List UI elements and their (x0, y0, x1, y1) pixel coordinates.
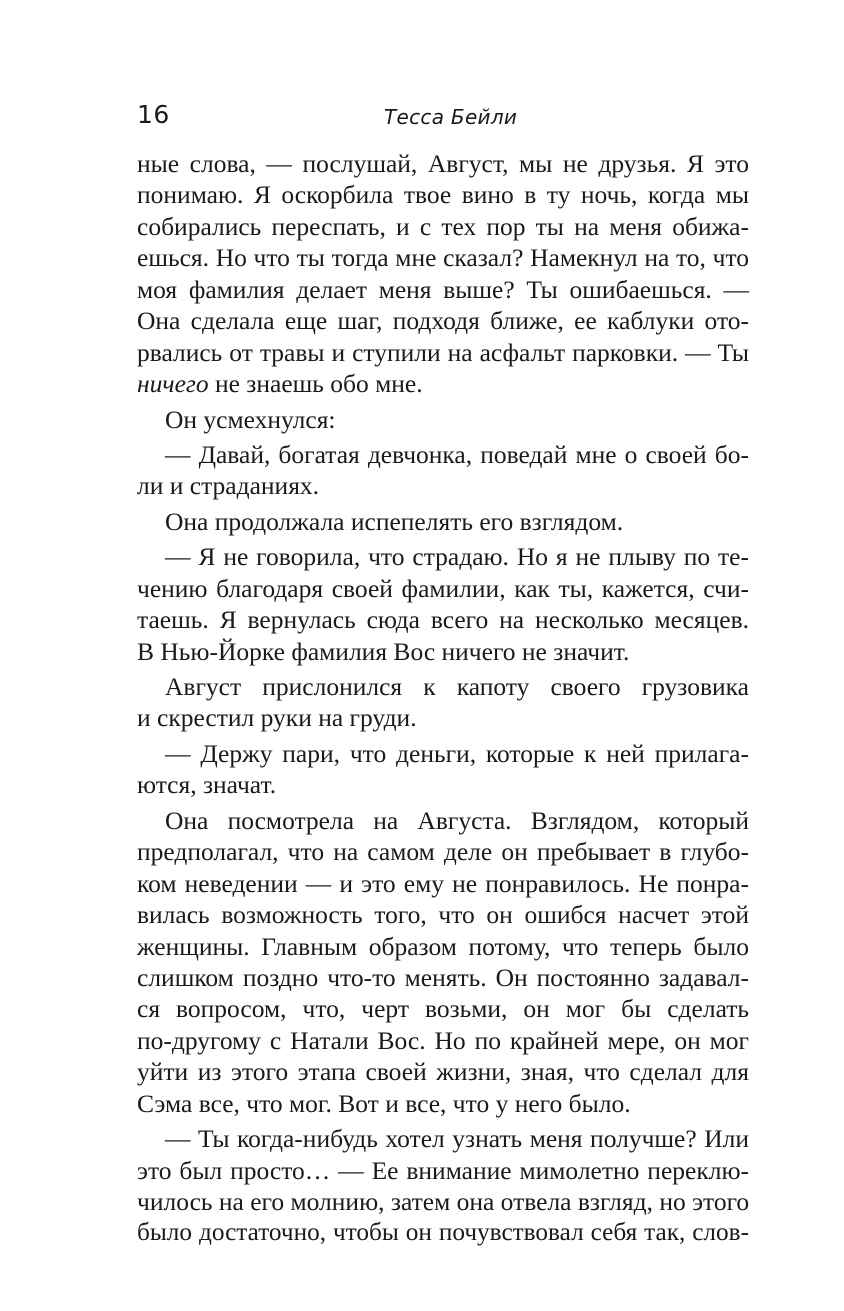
text-line: чению благодаря своей фамилии, как ты, кажется, счи- (137, 573, 749, 603)
text-line: понимаю. Я оскорбила твое вино в ту ночь, когда мы (137, 180, 749, 210)
paragraph-line: — Ты когда-нибудь хотел узнать меня получше? Или (165, 1124, 749, 1154)
text-line: ком неведении — и это ему не понравилось. Не понра- (137, 868, 749, 898)
text-line: предполагал, что на самом деле он пребывает в глубо- (137, 837, 749, 867)
text-line: слишком поздно что-то менять. Он постоянно задавал- (137, 962, 749, 992)
paragraph-line: — Я не говорила, что страдаю. Но я не плыву по те- (165, 542, 749, 572)
text-line: и скрестил руки на груди. (137, 703, 417, 733)
text-line: женщины. Главным образом потому, что теперь было (137, 931, 749, 961)
paragraph-line: — Держу пари, что деньги, которые к ней прилага- (165, 738, 749, 768)
paragraph-line: Она посмотрела на Августа. Взглядом, который (165, 805, 749, 835)
running-title: Тесса Бейли (384, 105, 518, 129)
page-number: 16 (137, 100, 170, 129)
paragraph-line: Он усмехнулся: (165, 404, 336, 434)
body-text (137, 148, 749, 1249)
text-line: таешь. Я вернулась сюда всего на несколько месяцев. (137, 605, 749, 635)
text-line: Сэма все, что мог. Вот и все, что у него было. (137, 1088, 631, 1118)
text-line: ешься. Но что ты тогда мне сказал? Намекнул на то, что (137, 243, 749, 273)
text-line: чилось на его молнию, затем она отвела взгляд, но этого (137, 1187, 750, 1216)
text-line: это был просто… — Ее внимание мимолетно переклю- (137, 1155, 749, 1185)
text-line: рвались от травы и ступили на асфальт парковки. — Ты (137, 337, 749, 367)
paragraph-line: Август прислонился к капоту своего грузовика (165, 672, 749, 701)
text-line: уйти из этого этапа своей жизни, зная, что сделал для (137, 1057, 749, 1087)
text-line: В Нью-Йорке фамилия Вос ничего не значит. (137, 636, 630, 666)
text-line: собирались переспать, и с тех пор ты на меня обижа- (137, 211, 749, 241)
text-line: было достаточно, чтобы он почувствовал себя так, слов- (137, 1218, 749, 1247)
emphasis-word: ничего (137, 369, 209, 399)
text-line: ются, значат. (137, 770, 277, 800)
text-line: моя фамилия делает меня выше? Ты ошибаешься. — (137, 274, 749, 304)
text-line: ные слова, — послушай, Август, мы не друзья. Я это (137, 149, 749, 178)
text-fragment: не знаешь обо мне. (208, 369, 423, 399)
text-line: вилась возможность того, что он ошибся насчет этой (137, 900, 749, 930)
paragraph-line: — Давай, богатая девчонка, поведай мне о своей бо- (165, 439, 749, 469)
paragraph-line: Она продолжала испепелять его взглядом. (165, 506, 624, 536)
text-line (137, 368, 749, 399)
text-line: ли и страданиях. (137, 471, 320, 501)
text-line: ся вопросом, что, черт возьми, он мог бы сделать (137, 994, 749, 1024)
page-header (137, 100, 749, 136)
text-line: Она сделала еще шаг, подходя ближе, ее каблуки ото- (137, 306, 749, 336)
text-line: по-другому с Натали Вос. Но по крайней мере, он мог (137, 1025, 749, 1055)
